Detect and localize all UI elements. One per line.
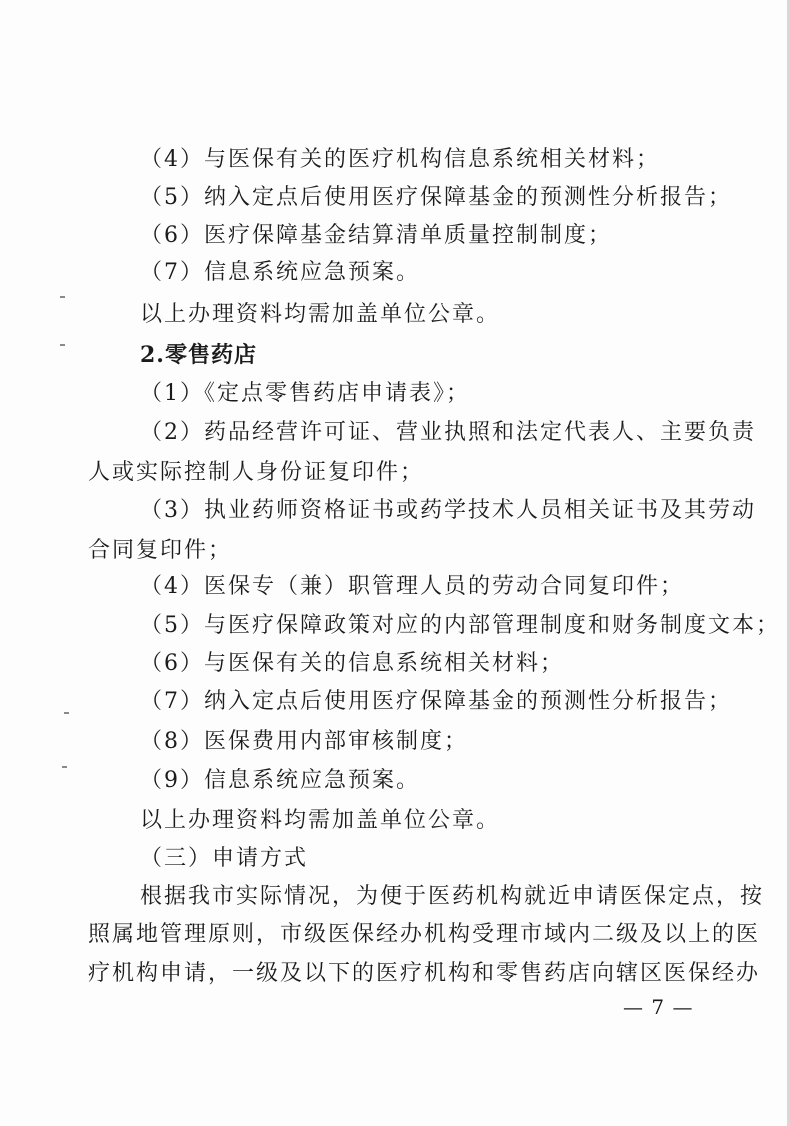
page-number: — 7 —	[623, 995, 694, 1019]
text-line: （1）《定点零售药店申请表》；	[140, 381, 470, 406]
text-line: （8）医保费用内部审核制度；	[140, 729, 468, 754]
scan-mark	[60, 296, 65, 298]
scan-mark	[60, 344, 65, 346]
text-line: 人或实际控制人身份证复印件；	[88, 460, 425, 485]
text-line: （7）纳入定点后使用医疗保障基金的预测性分析报告；	[140, 689, 732, 714]
text-line: （6）与医保有关的信息系统相关材料；	[140, 651, 564, 676]
subsection-heading: （三）申请方式	[140, 846, 309, 871]
text-line: （4）与医保有关的医疗机构信息系统相关材料；	[140, 147, 660, 172]
scan-mark	[62, 766, 67, 768]
text-line: 照属地管理原则，市级医保经办机构受理市域内二级及以上的医	[88, 922, 761, 947]
text-line: （9）信息系统应急预案。	[140, 768, 420, 793]
text-line: （4）医保专（兼）职管理人员的劳动合同复印件；	[140, 574, 684, 599]
text-line: 疗机构申请，一级及以下的医疗机构和零售药店向辖区医保经办	[88, 961, 761, 986]
text-line: 合同复印件；	[88, 538, 233, 563]
text-line: （2）药品经营许可证、营业执照和法定代表人、主要负责	[140, 420, 756, 445]
text-line: 以上办理资料均需加盖单位公章。	[140, 808, 501, 833]
scan-mark	[64, 712, 69, 714]
text-line: （5）纳入定点后使用医疗保障基金的预测性分析报告；	[140, 185, 732, 210]
text-line: （6）医疗保障基金结算清单质量控制制度；	[140, 223, 612, 248]
text-line: 以上办理资料均需加盖单位公章。	[140, 302, 501, 327]
section-heading: 2.零售药店	[140, 342, 257, 368]
text-line: 根据我市实际情况，为便于医药机构就近申请医保定点，按	[140, 884, 765, 909]
text-line: （5）与医疗保障政策对应的内部管理制度和财务制度文本；	[140, 613, 780, 638]
text-line: （3）执业药师资格证书或药学技术人员相关证书及其劳动	[140, 498, 756, 523]
text-line: （7）信息系统应急预案。	[140, 260, 420, 285]
